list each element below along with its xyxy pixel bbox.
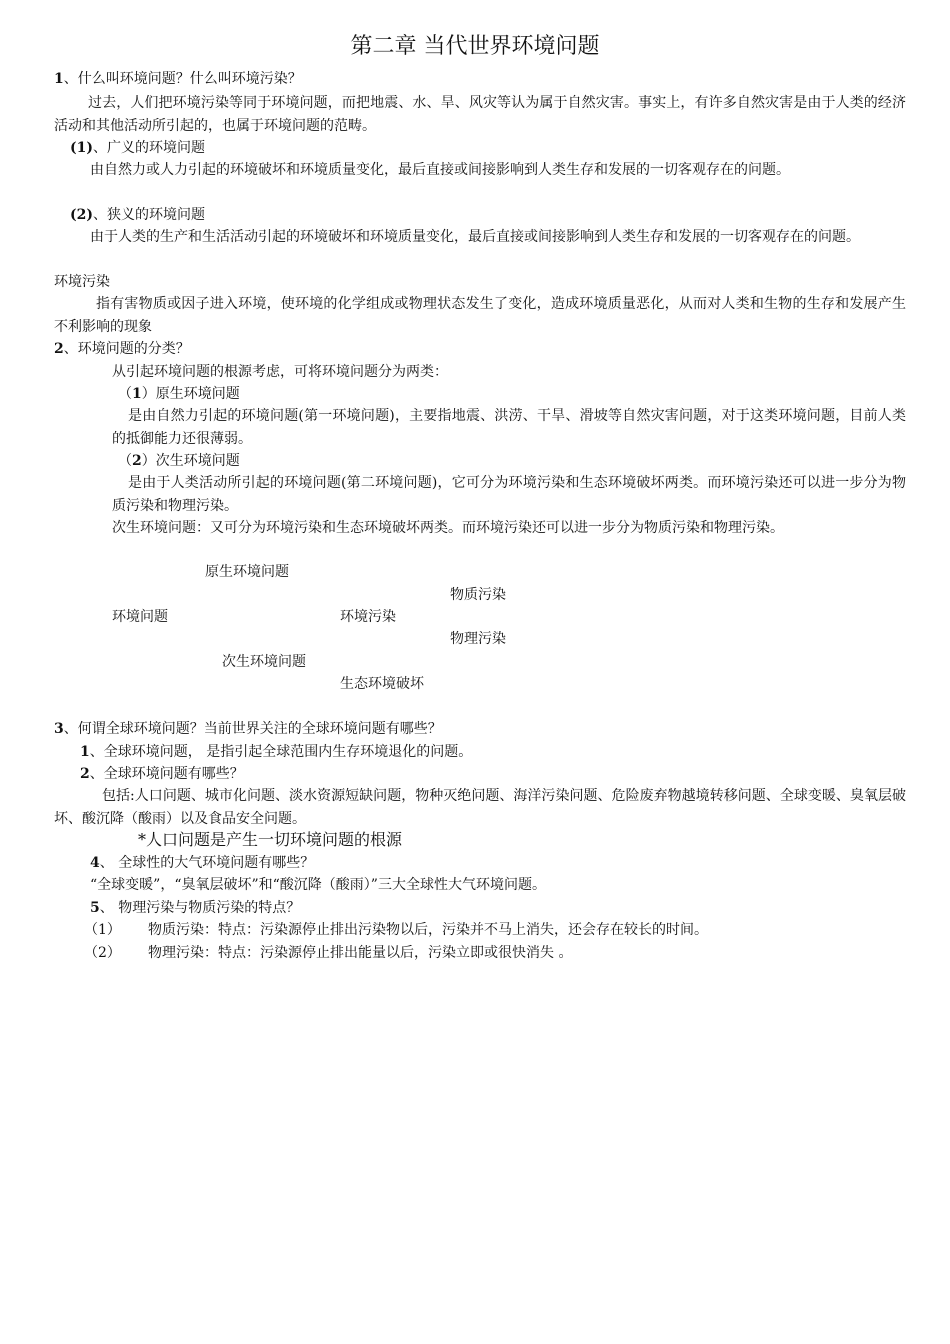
q5-number: 5 — [90, 900, 100, 916]
q3-sub2-number: 2 — [80, 766, 90, 782]
q1-broad-text: 由自然力或人力引起的环境破坏和环境质量变化，最后直接或间接影响到人类生存和发展的一切客观存在的问题。 — [90, 162, 790, 178]
q5-item2-text: 物理污染：特点：污染源停止排出能量以后，污染立即或很快消失 。 — [148, 945, 573, 961]
diagram-pollution: 环境污染 — [340, 609, 396, 625]
q2-primary-heading: （1）原生环境问题 — [118, 386, 240, 402]
q1-narrow-number: (2) — [70, 207, 93, 223]
diagram-physical-pollution: 物理污染 — [450, 631, 506, 647]
diagram-primary: 原生环境问题 — [205, 564, 289, 580]
q1-pollution-title: 环境污染 — [54, 274, 110, 290]
q1-broad-heading — [70, 137, 205, 159]
q4-answer: “全球变暖”，“臭氧层破坏”和“酸沉降（酸雨）”三大全球性大气环境问题。 — [90, 877, 546, 893]
q2-intro: 从引起环境问题的根源考虑，可将环境问题分为两类： — [112, 364, 448, 380]
diagram-root: 环境问题 — [112, 609, 168, 625]
q2-secondary-text: 是由于人类活动所引起的环境问题(第二环境问题)，它可分为环境污染和生态环境破坏两类。而环境污染还可以进一步分为物质污染和物理污染。 — [112, 475, 906, 514]
q5-item2-number: （2） — [84, 945, 121, 961]
diagram-material-pollution: 物质污染 — [450, 587, 506, 603]
q3-sub2-text: 、全球环境问题有哪些？ — [89, 766, 244, 782]
q3-heading — [54, 718, 442, 740]
diagram-secondary: 次生环境问题 — [222, 654, 306, 670]
q2-secondary-heading: （2）次生环境问题 — [118, 453, 240, 469]
q1-broad-number: (1) — [70, 140, 93, 156]
q2-secondary-title: 次生环境问题 — [155, 453, 240, 469]
q1-narrow-title: 、狭义的环境问题 — [93, 207, 205, 223]
q1-number: 1 — [54, 71, 64, 87]
q4-text: 、 全球性的大气环境问题有哪些？ — [99, 855, 315, 871]
q5-text: 、 物理污染与物质污染的特点？ — [99, 900, 301, 916]
q4-heading — [90, 852, 314, 874]
chapter-title: 第二章 当代世界环境问题 — [350, 34, 600, 59]
q2-heading — [54, 338, 190, 360]
q5-item1-text: 物质污染：特点：污染源停止排出污染物以后，污染并不马上消失，还会存在较长的时间。 — [148, 922, 708, 938]
q2-text: 、环境问题的分类？ — [63, 341, 190, 357]
q1-broad-title: 、广义的环境问题 — [93, 140, 205, 156]
q4-number: 4 — [90, 855, 100, 871]
q1-intro: 过去，人们把环境污染等同于环境问题，而把地震、水、旱、风灾等认为属于自然灾害。事实上，有许多自然灾害是由于人类的经济活动和其他活动所引起的，也属于环境问题的范畴。 — [54, 95, 906, 134]
q1-text: 、什么叫环境问题？什么叫环境污染？ — [63, 71, 302, 87]
q3-note: *人口问题是产生一切环境问题的根源 — [138, 830, 403, 849]
q2-number: 2 — [54, 341, 64, 357]
q3-text: 、何谓全球环境问题？当前世界关注的全球环境问题有哪些？ — [63, 721, 442, 737]
q2-primary-number: 1 — [132, 386, 142, 402]
q2-secondary-number: 2 — [132, 453, 142, 469]
q1-pollution-text: 指有害物质或因子进入环境，使环境的化学组成或物理状态发生了变化，造成环境质量恶化，从而对人类和生物的生存和发展产生不利影响的现象 — [54, 296, 906, 335]
diagram-eco-damage: 生态环境破坏 — [340, 676, 424, 692]
q2-primary-title: 原生环境问题 — [155, 386, 240, 402]
q2-summary: 次生环境问题：又可分为环境污染和生态环境破坏两类。而环境污染还可以进一步分为物质污染和物理污染。 — [112, 520, 784, 536]
q3-sub1-text: 、全球环境问题， 是指引起全球范围内生存环境退化的问题。 — [89, 744, 473, 760]
q3-sub1 — [80, 741, 472, 763]
q1-narrow-heading — [70, 204, 205, 226]
q2-primary-text: 是由自然力引起的环境问题(第一环境问题)，主要指地震、洪涝、干旱、滑坡等自然灾害问题，对于这类环境问题，目前人类的抵御能力还很薄弱。 — [112, 408, 906, 447]
q3-sub1-number: 1 — [80, 744, 90, 760]
q5-item1-number: （1） — [84, 922, 121, 938]
q1-heading — [54, 68, 302, 90]
q1-narrow-text: 由于人类的生产和生活活动引起的环境破坏和环境质量变化，最后直接或间接影响到人类生存和发展的一切客观存在的问题。 — [90, 229, 860, 245]
q3-sub2 — [80, 763, 244, 785]
q5-heading — [90, 897, 300, 919]
q3-sub2-list: 包括:人口问题、城市化问题、淡水资源短缺问题，物种灭绝问题、海洋污染问题、危险废弃物越境转移问题、全球变暖、臭氧层破坏、酸沉降（酸雨）以及食品安全问题。 — [54, 788, 906, 827]
q3-number: 3 — [54, 721, 64, 737]
